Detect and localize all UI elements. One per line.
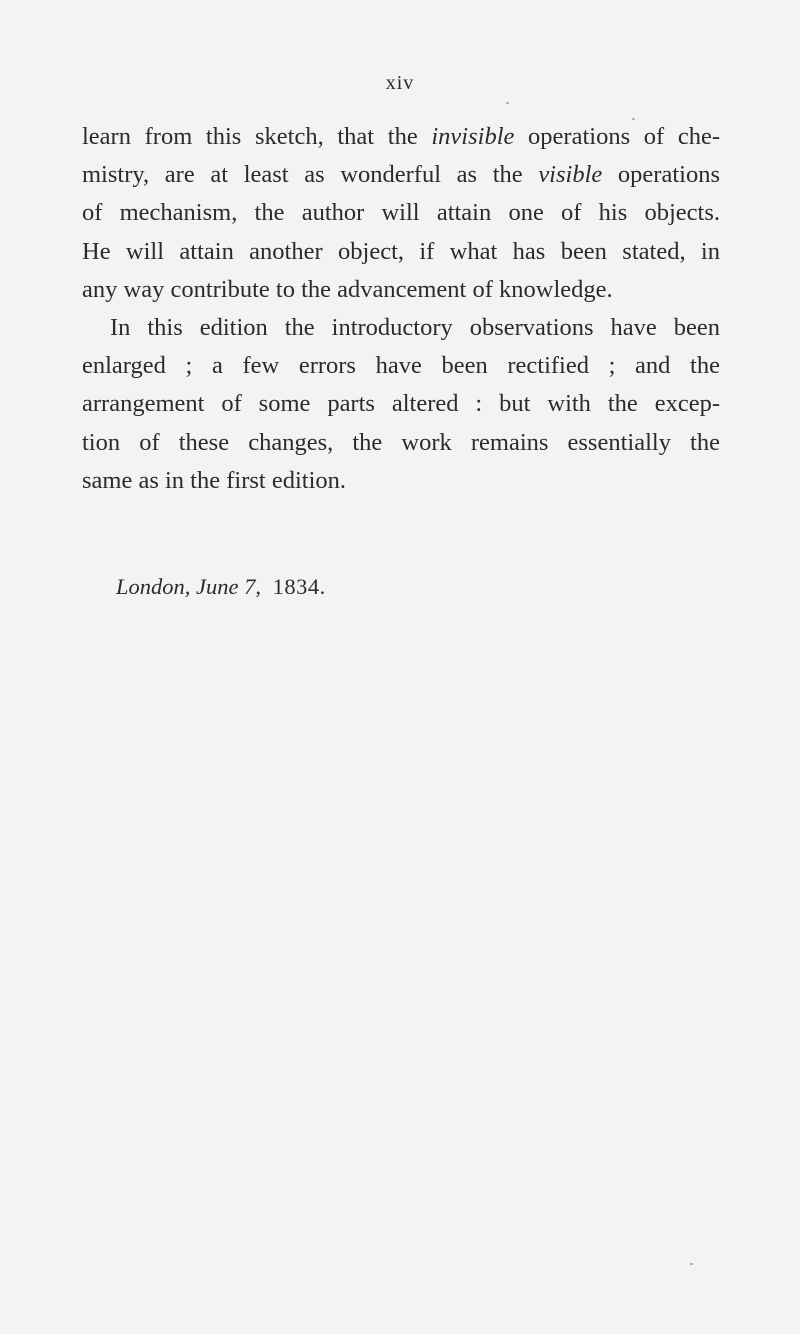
text-line	[82, 347, 720, 385]
emphasis-text: visible	[538, 161, 603, 189]
text-run: any way contribute to the advancement of knowledge.	[82, 275, 613, 303]
text-line	[82, 194, 720, 232]
text-run: operations of che-	[514, 123, 721, 150]
emphasis-text: invisible	[431, 123, 515, 150]
text-run: mistry, are at least as wonderful as the	[82, 161, 539, 189]
text-run: He will attain another object, if what has been stated, in	[82, 237, 720, 265]
text-run: same as in the first edition.	[82, 466, 346, 494]
text-run: of mechanism, the author will attain one of his objects.	[82, 199, 720, 227]
signature-place-date: London, June 7,	[116, 574, 261, 599]
text-run: tion of these changes, the work remains essentially the	[82, 428, 720, 456]
paper-speck	[506, 102, 509, 104]
text-line	[82, 271, 720, 309]
signature-line	[116, 568, 326, 606]
signature-year: 1834.	[272, 574, 326, 599]
text-line	[82, 462, 720, 500]
page-number: xiv	[385, 72, 415, 94]
text-run: operations	[602, 161, 720, 189]
text-run: learn from this sketch, that the	[82, 123, 432, 150]
text-run: arrangement of some parts altered : but with the excep-	[82, 390, 720, 418]
paper-speck	[690, 1263, 693, 1265]
text-run: enlarged ; a few errors have been rectified ; and the	[82, 352, 720, 380]
text-line	[110, 309, 720, 347]
text-line	[82, 118, 720, 156]
text-run: In this edition the introductory observations have been	[110, 314, 720, 341]
text-line	[82, 233, 720, 271]
text-line	[82, 156, 720, 194]
text-line	[82, 424, 720, 462]
text-line	[82, 385, 720, 423]
paper-speck	[632, 118, 635, 120]
